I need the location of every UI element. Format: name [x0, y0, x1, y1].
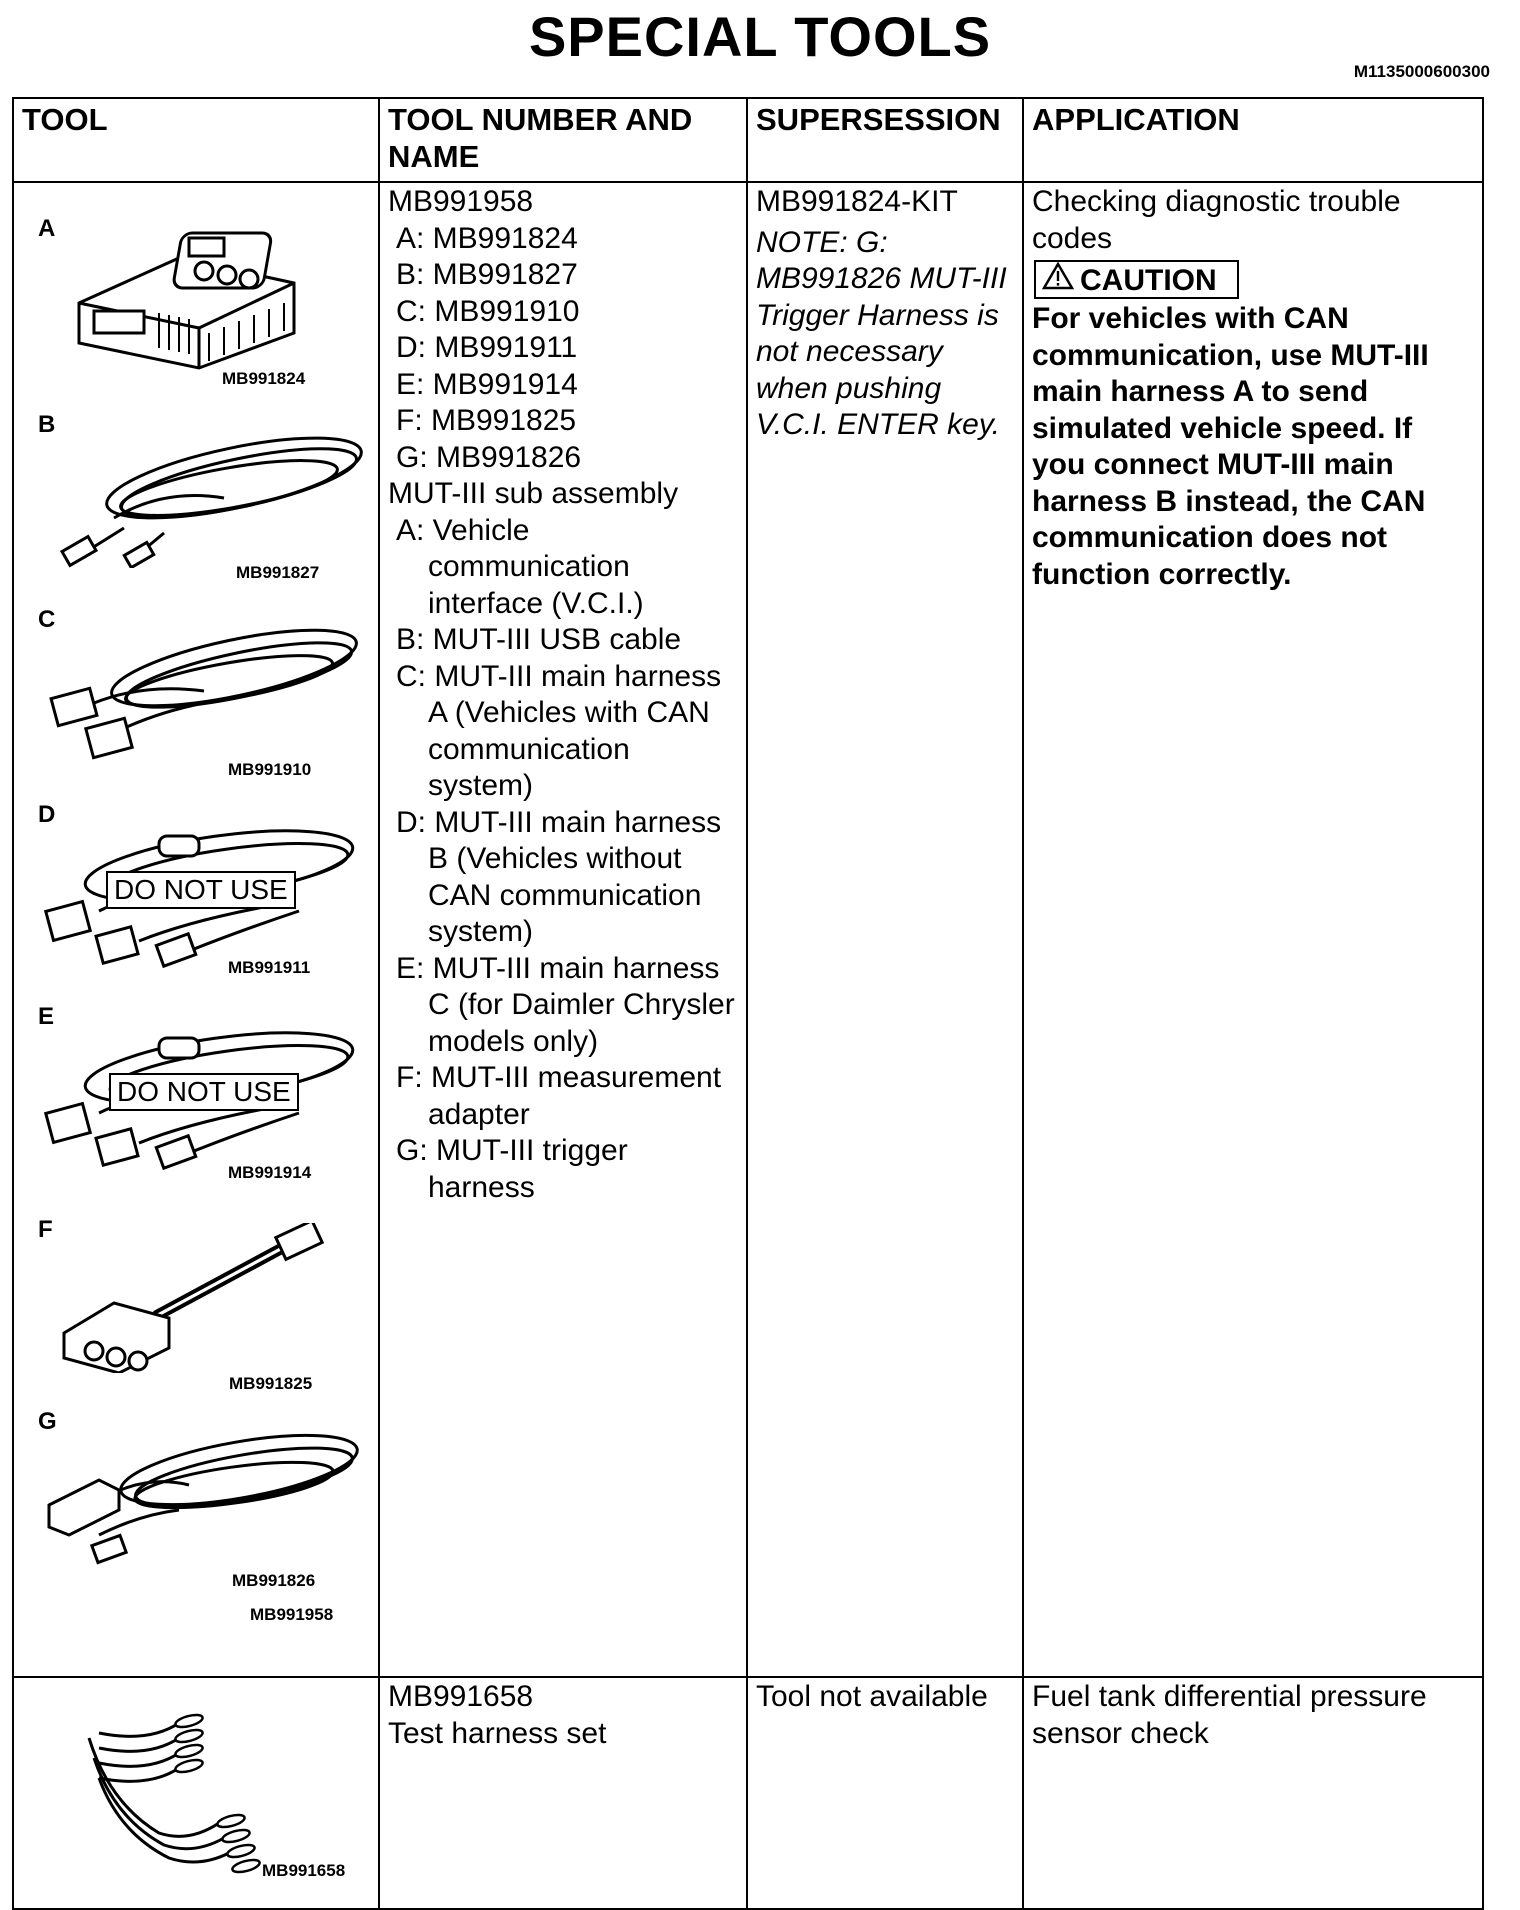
- tool-number-line: A: MB991824: [396, 221, 578, 255]
- tool-number-line: B (Vehicles without: [428, 842, 682, 875]
- tool-letter: A: [38, 215, 56, 242]
- tool-letter: F: [38, 1216, 53, 1243]
- tool-letter: G: [38, 1408, 57, 1435]
- tool-number-line: system): [428, 915, 533, 948]
- tool-number-line: C: MB991910: [396, 294, 580, 328]
- supersession-cell: [747, 1677, 1023, 1909]
- warning-triangle-icon: [1042, 262, 1074, 297]
- tool-part-number: MB991914: [228, 1163, 312, 1182]
- supersession-value: Tool not available: [756, 1680, 988, 1713]
- tool-number-line: E: MB991914: [396, 367, 578, 401]
- measurement-adapter-icon: [54, 1223, 354, 1373]
- tool-part-number: MB991658: [262, 1861, 346, 1880]
- tool-number-line: A (Vehicles with CAN: [428, 696, 710, 729]
- table-row: [13, 1677, 1483, 1909]
- page-title: SPECIAL TOOLS: [528, 5, 992, 68]
- tool-part-number: MB991827: [236, 563, 320, 582]
- special-tools-table: [12, 97, 1484, 1910]
- tool-number-cell: [379, 1677, 747, 1909]
- usb-cable-icon: [44, 418, 364, 568]
- tool-number-line: G: MB991826: [396, 440, 582, 474]
- tool-number-line: A: Vehicle: [396, 513, 530, 547]
- tool-number-line: interface (V.C.I.): [428, 586, 644, 620]
- tool-number-line: MB991658: [388, 1680, 534, 1713]
- tool-number-line: communication: [428, 550, 630, 583]
- tool-number-line: MB991958: [388, 185, 534, 218]
- caution-line: communication does not: [1032, 521, 1388, 554]
- tool-part-number: MB991911: [228, 958, 311, 977]
- note-line: when pushing: [756, 371, 942, 405]
- caution-line: function correctly.: [1032, 557, 1292, 591]
- application-line: sensor check: [1032, 1716, 1209, 1750]
- trigger-harness-icon: [39, 1415, 364, 1575]
- application-cell: [1023, 1677, 1483, 1909]
- supersession-value: MB991824-KIT: [756, 185, 958, 218]
- tool-number-line: B: MUT-III USB cable: [396, 623, 682, 656]
- tool-illustration-cell: [13, 1677, 379, 1909]
- caution-label: CAUTION: [1080, 264, 1217, 297]
- tool-number-line: F: MB991825: [396, 404, 577, 437]
- tool-number-line: C: MUT-III main harness: [396, 659, 722, 693]
- tool-letter: C: [38, 606, 56, 633]
- caution-line: harness B instead, the CAN: [1032, 484, 1426, 518]
- do-not-use-badge: DO NOT USE: [109, 1073, 299, 1111]
- note-line: Trigger Harness is: [756, 298, 999, 332]
- do-not-use-badge: DO NOT USE: [106, 871, 296, 909]
- header-tool: TOOL: [13, 98, 379, 182]
- note-line: MB991826 MUT-III: [756, 262, 1007, 295]
- note-line: NOTE: G:: [756, 225, 888, 259]
- header-tool-number: TOOL NUMBER AND NAME: [379, 98, 747, 182]
- caution-line: communication, use MUT-III: [1032, 338, 1429, 372]
- application-line: codes: [1032, 221, 1113, 255]
- tool-number-line: Test harness set: [388, 1716, 607, 1750]
- header-application: APPLICATION: [1023, 98, 1483, 182]
- tool-number-line: harness: [428, 1170, 535, 1204]
- tool-letter: E: [38, 1003, 55, 1030]
- caution-line: For vehicles with CAN: [1032, 302, 1349, 335]
- tool-part-number: MB991910: [228, 760, 312, 779]
- test-harness-set-icon: [69, 1703, 269, 1883]
- tool-number-line: MUT-III sub assembly: [388, 477, 679, 510]
- tool-part-number: MB991824: [222, 369, 306, 388]
- application-line: Fuel tank differential pressure: [1032, 1680, 1427, 1713]
- tool-number-line: system): [428, 769, 533, 802]
- tool-letter: D: [38, 801, 56, 828]
- tool-number-line: CAN communication: [428, 878, 702, 912]
- tool-number-line: communication: [428, 732, 630, 766]
- main-harness-a-icon: [44, 613, 364, 763]
- caution-box: [1034, 260, 1239, 299]
- application-cell: [1023, 182, 1483, 1677]
- tool-number-line: models only): [428, 1024, 599, 1058]
- kit-part-number: MB991958: [250, 1605, 334, 1624]
- tool-number-line: G: MUT-III trigger: [396, 1134, 628, 1167]
- application-line: Checking diagnostic trouble: [1032, 185, 1401, 218]
- tool-letter: B: [38, 411, 56, 438]
- note-line: V.C.I. ENTER key.: [756, 408, 1000, 441]
- caution-line: main harness A to send: [1032, 375, 1369, 408]
- tool-number-line: C (for Daimler Chrysler: [428, 988, 735, 1021]
- tool-number-line: adapter: [428, 1097, 530, 1131]
- vci-unit-icon: [59, 223, 319, 373]
- tool-illustrations-cell: [13, 182, 379, 1677]
- tool-part-number: MB991826: [232, 1571, 316, 1590]
- note-line: not necessary: [756, 335, 943, 368]
- table-row: [13, 182, 1483, 1677]
- tool-number-line: D: MUT-III main harness: [396, 805, 722, 839]
- tool-number-line: B: MB991827: [396, 258, 578, 291]
- caution-line: simulated vehicle speed. If: [1032, 411, 1413, 445]
- tool-number-cell: [379, 182, 747, 1677]
- document-id: M1135000600300: [1353, 62, 1490, 81]
- tool-number-line: D: MB991911: [396, 331, 578, 364]
- header-supersession: SUPERSESSION: [747, 98, 1023, 182]
- table-header-row: [13, 98, 1483, 182]
- caution-line: you connect MUT-III main: [1032, 448, 1394, 481]
- tool-number-line: F: MUT-III measurement: [396, 1061, 722, 1094]
- tool-number-line: E: MUT-III main harness: [396, 951, 720, 985]
- supersession-cell: [747, 182, 1023, 1677]
- tool-part-number: MB991825: [229, 1374, 313, 1393]
